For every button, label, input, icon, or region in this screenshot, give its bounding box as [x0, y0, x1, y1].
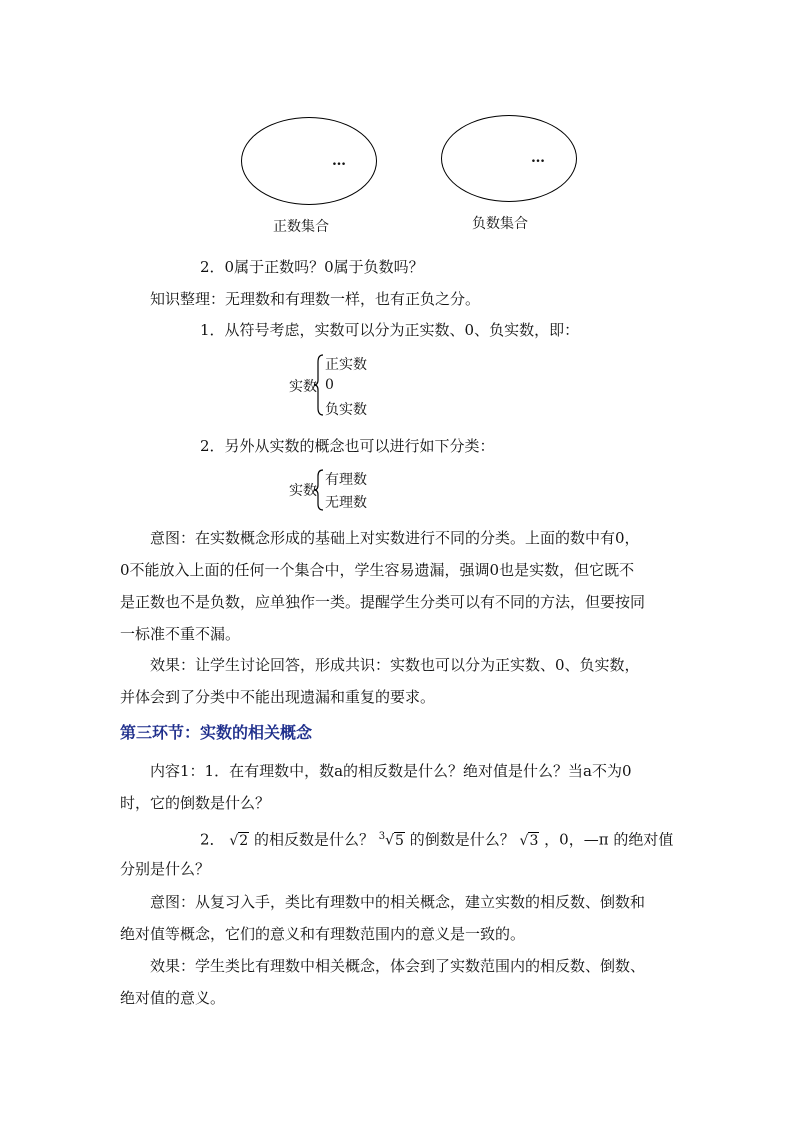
content-2-part-3: ，0，—π 的绝对值	[544, 830, 674, 849]
negative-set-caption: 负数集合	[472, 216, 528, 232]
classification-2-root: 实数	[289, 483, 317, 499]
intent-paragraph-2-line: 意图：从复习入手，类比有理数中的相关概念，建立实数的相反数、倒数和	[150, 893, 646, 911]
content-2-line-2: 分别是什么？	[120, 860, 211, 878]
classification-2-item: 有理数	[325, 472, 367, 488]
effect-paragraph-2-line: 绝对值的意义。	[120, 989, 226, 1007]
classification-1-item: 0	[325, 377, 334, 393]
positive-set-caption: 正数集合	[273, 219, 329, 235]
intent-paragraph-1-line: 0不能放入上面的任何一个集合中，学生容易遗漏，强调0也是实数，但它既不	[120, 561, 635, 579]
cube-root-radicand: 5	[395, 832, 404, 849]
intent-paragraph-1-line: 一标准不重不漏。	[120, 625, 241, 643]
cube-root-index: 3	[378, 831, 386, 842]
knowledge-summary: 知识整理：无理数和有理数一样，也有正负之分。	[150, 290, 481, 308]
classification-2-item: 无理数	[325, 495, 367, 511]
intent-paragraph-2-line: 绝对值等概念，它们的意义和有理数范围内的意义是一致的。	[120, 925, 526, 943]
cube-root-5-expression: $^3$√5	[378, 831, 404, 849]
section-3-heading: 第三环节：实数的相关概念	[120, 723, 313, 742]
intent-paragraph-1-line: 意图：在实数概念形成的基础上对实数进行不同的分类。上面的数中有0，	[150, 529, 640, 547]
classification-2-intro: 2．另外从实数的概念也可以进行如下分类：	[200, 437, 495, 455]
positive-set-ellipse	[241, 117, 377, 205]
classification-1-intro: 1．从符号考虑，实数可以分为正实数、0、负实数，即：	[200, 321, 580, 339]
negative-set-ellipse	[441, 115, 577, 202]
sqrt-2-radicand: 2	[239, 832, 249, 849]
sqrt-3-expression: √3	[519, 832, 539, 849]
effect-paragraph-1-line: 效果：让学生讨论回答，形成共识：实数也可以分为正实数、0、负实数，	[150, 656, 640, 674]
classification-2-brace	[314, 469, 324, 511]
sqrt-2-expression: √2	[229, 832, 249, 849]
intent-paragraph-1-line: 是正数也不是负数，应单独作一类。提醒学生分类可以有不同的方法，但要按同	[120, 593, 646, 611]
positive-set-ellipsis: …	[332, 153, 347, 169]
classification-1-brace	[314, 354, 324, 416]
content-2-part-1: 的相反数是什么？	[253, 830, 374, 849]
sqrt-3-radicand: 3	[529, 832, 539, 849]
content-2-prefix: 2．	[200, 830, 225, 849]
content-2-part-2: 的倒数是什么？	[409, 830, 515, 849]
content-1-line: 时，它的倒数是什么？	[120, 794, 271, 812]
effect-paragraph-1-line: 并体会到了分类中不能出现遗漏和重复的要求。	[120, 688, 436, 706]
content-2-line-1	[200, 821, 673, 857]
negative-set-ellipsis: …	[531, 150, 546, 166]
classification-1-item: 正实数	[325, 357, 367, 373]
content-1-line: 内容1：1．在有理数中，数a的相反数是什么？绝对值是什么？当a不为0	[150, 762, 632, 780]
classification-1-item: 负实数	[325, 402, 367, 418]
classification-1-root: 实数	[289, 379, 317, 395]
question-2: 2．0属于正数吗？0属于负数吗？	[200, 258, 424, 276]
effect-paragraph-2-line: 效果：学生类比有理数中相关概念，体会到了实数范围内的相反数、倒数、	[150, 957, 646, 975]
